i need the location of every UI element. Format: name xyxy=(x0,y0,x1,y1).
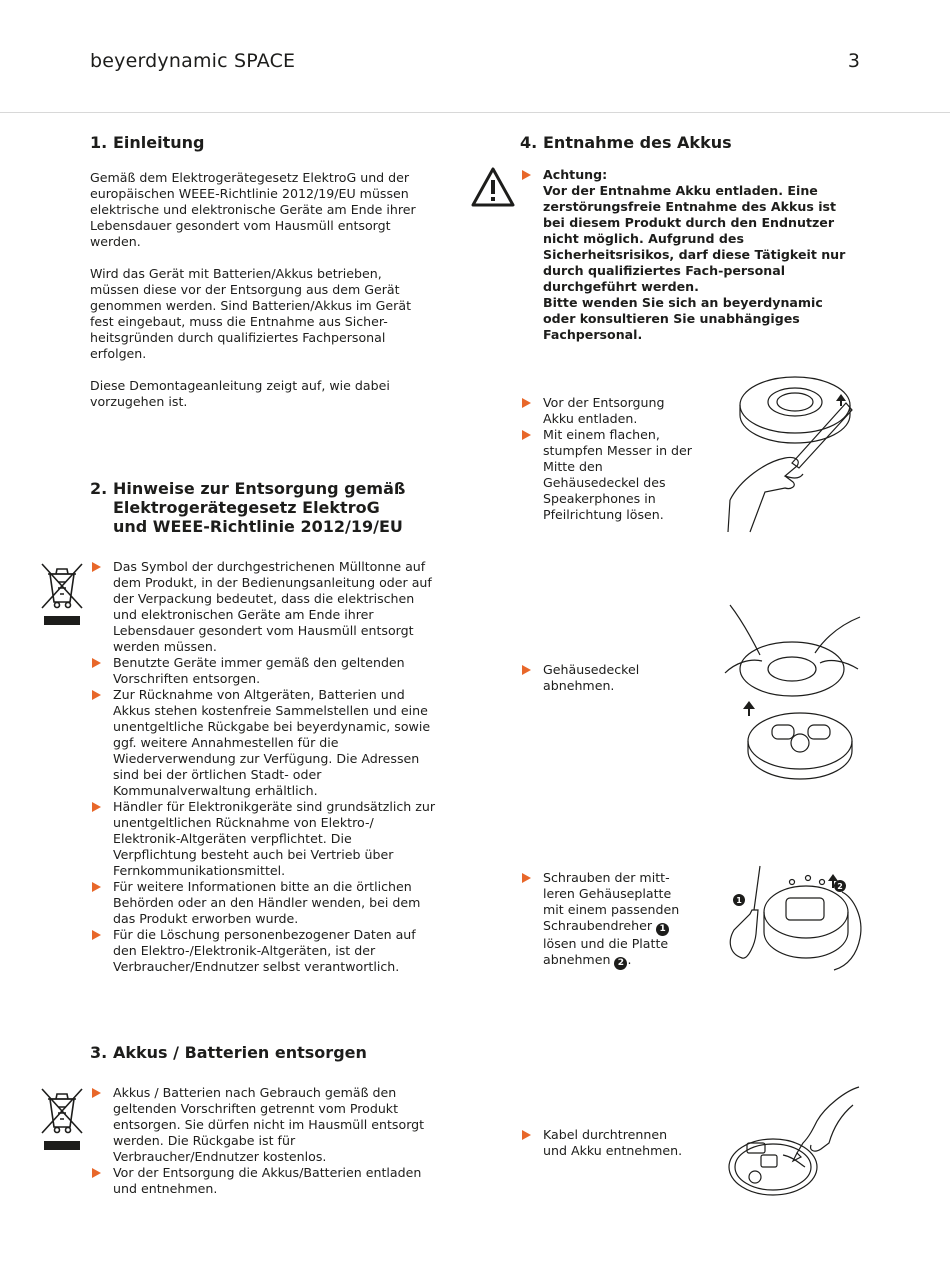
section-3-heading xyxy=(90,1043,430,1062)
section-3-bullet-list xyxy=(90,1085,435,1197)
list-item: Gehäusedeckel abnehmen. xyxy=(520,662,695,694)
warning-contact: Bitte wenden Sie sich an beyerdynamic oder konsultieren Sie unabhängiges Fachpersonal. xyxy=(543,295,823,342)
list-item: Kabel durchtrennen und Akku entnehmen. xyxy=(520,1127,695,1159)
screwdriver-plate-illustration xyxy=(722,862,867,992)
section-1-paragraph: Gemäß dem Elektrogerätegesetz ElektroG und der europäischen WEEE-Richtlinie 2012/19/EU müssen elektrische und elektronische Geräte am Ende ihrer Lebensdauer gesondert vom Hausmüll entsorgt werden. xyxy=(90,170,416,249)
list-item: Vor der Entsorgung Akku entladen. xyxy=(520,395,695,427)
bullet-triangle-icon xyxy=(92,658,101,668)
bullet-triangle-icon xyxy=(92,690,101,700)
warning-label: Achtung: xyxy=(543,167,608,182)
page-number: 3 xyxy=(847,50,860,72)
callout-1-badge: 1 xyxy=(656,923,669,936)
bullet-triangle-icon xyxy=(92,562,101,572)
header-divider xyxy=(0,112,950,113)
bullet-triangle-icon xyxy=(92,930,101,940)
bullet-triangle-icon xyxy=(92,802,101,812)
list-item: Benutzte Geräte immer gemäß den geltenden Vorschriften entsorgen. xyxy=(90,655,435,687)
section-2-bullet-list xyxy=(90,559,435,975)
list-item: Händler für Elektronikgeräte sind grundsätzlich zur unentgeltlichen Rücknahme von Elektro-/ Elektronik-Altgeräten verpflichtet. Die Verpflichtung besteht auch bei Vertrieb über Fernkommunikationsmittel. xyxy=(90,799,435,879)
step-2-list xyxy=(520,662,695,694)
bullet-triangle-icon xyxy=(522,873,531,883)
section-4-title: Entnahme des Akkus xyxy=(543,133,732,152)
section-1-title: Einleitung xyxy=(113,133,205,152)
step-3-list xyxy=(520,870,695,970)
section-1-number: 1. xyxy=(90,133,108,152)
step-4-list xyxy=(520,1127,695,1159)
warning-item xyxy=(520,167,855,343)
list-item: Das Symbol der durchgestrichenen Mülltonne auf dem Produkt, in der Bedienungsanleitung oder auf der Verpackung bedeutet, dass die elektrischen und elektronischen Geräte am Ende ihrer Lebensdauer gesondert vom Hausmüll entsorgt werden müssen. xyxy=(90,559,435,655)
warning-triangle-icon xyxy=(470,166,516,208)
section-3-number: 3. xyxy=(90,1043,108,1062)
section-4-number: 4. xyxy=(520,133,538,152)
crossed-out-battery-bin-icon xyxy=(38,1085,86,1153)
list-item: Mit einem flachen, stumpfen Messer in der Mitte den Gehäusedeckel des Speakerphones in Pfeilrichtung lösen. xyxy=(520,427,695,523)
list-item: Vor der Entsorgung die Akkus/Batterien entladen und entnehmen. xyxy=(90,1165,435,1197)
cut-cable-illustration xyxy=(725,1085,865,1200)
section-2-title: Hinweise zur Entsorgung gemäß Elektrogerätegesetz ElektroG und WEEE-Richtlinie 2012/19/EU xyxy=(113,479,406,536)
section-2-number: 2. xyxy=(90,479,108,498)
bullet-triangle-icon xyxy=(92,882,101,892)
bullet-triangle-icon xyxy=(522,430,531,440)
warning-list xyxy=(520,167,855,343)
step-1-list xyxy=(520,395,695,523)
bullet-triangle-icon xyxy=(522,1130,531,1140)
section-2-heading xyxy=(90,479,410,536)
section-3-title: Akkus / Batterien entsorgen xyxy=(113,1043,367,1062)
bullet-triangle-icon xyxy=(522,170,531,180)
speakerphone-knife-illustration xyxy=(725,370,865,535)
document-title: beyerdynamic SPACE xyxy=(90,50,296,72)
bullet-triangle-icon xyxy=(522,398,531,408)
list-item: Für weitere Informationen bitte an die örtlichen Behörden oder an den Händler wenden, bei dem das Produkt erworben wurde. xyxy=(90,879,435,927)
remove-cover-illustration xyxy=(720,603,865,783)
section-1-heading xyxy=(90,133,430,152)
bullet-triangle-icon xyxy=(92,1168,101,1178)
bullet-triangle-icon xyxy=(522,665,531,675)
list-item: Zur Rücknahme von Altgeräten, Batterien und Akkus stehen kostenfreie Sammelstellen und eine unentgeltliche Rückgabe bei beyerdynamic, sowie ggf. weitere Annahmestellen für die Wiederverwendung zur Verfügung. Die Adressen sind bei der örtlichen Stadt- oder Kommunalverwaltung erhältlich. xyxy=(90,687,435,799)
bullet-triangle-icon xyxy=(92,1088,101,1098)
list-item: Akkus / Batterien nach Gebrauch gemäß den geltenden Vorschriften getrennt vom Produkt entsorgen. Sie dürfen nicht im Hausmüll entsorgt werden. Die Rückgabe ist für Verbraucher/Endnutzer kostenlos. xyxy=(90,1085,435,1165)
section-4-heading xyxy=(520,133,860,152)
section-1-paragraph: Diese Demontageanleitung zeigt auf, wie dabei vorzugehen ist. xyxy=(90,378,390,409)
list-item: Schrauben der mitt-leren Gehäuseplatte mit einem passenden Schraubendreher 1 lösen und die Platte abnehmen 2 . xyxy=(520,870,695,970)
callout-2-badge: 2 xyxy=(614,957,627,970)
diagram-callout-1: 1 xyxy=(736,896,742,905)
diagram-callout-2: 2 xyxy=(837,882,843,891)
warning-text: Vor der Entnahme Akku entladen. Eine zerstörungsfreie Entnahme des Akkus ist bei diesem Produkt durch den Endnutzer nicht möglich. Aufgrund des Sicherheitsrisikos, darf diese Tätigkeit nur durch qualifiziertes Fach-personal durchgeführt werden. xyxy=(543,183,846,294)
list-item: Für die Löschung personenbezogener Daten auf den Elektro-/Elektronik-Altgeräten, ist der Verbraucher/Endnutzer selbst verantwortlich. xyxy=(90,927,435,975)
section-1-paragraph: Wird das Gerät mit Batterien/Akkus betrieben, müssen diese vor der Entsorgung aus dem Gerät genommen werden. Sind Batterien/Akkus im Gerät fest eingebaut, muss die Entnahme aus Sicher-heitsgründen durch qualifiziertes Fachpersonal erfolgen. xyxy=(90,266,412,361)
crossed-out-bin-icon xyxy=(38,560,86,628)
